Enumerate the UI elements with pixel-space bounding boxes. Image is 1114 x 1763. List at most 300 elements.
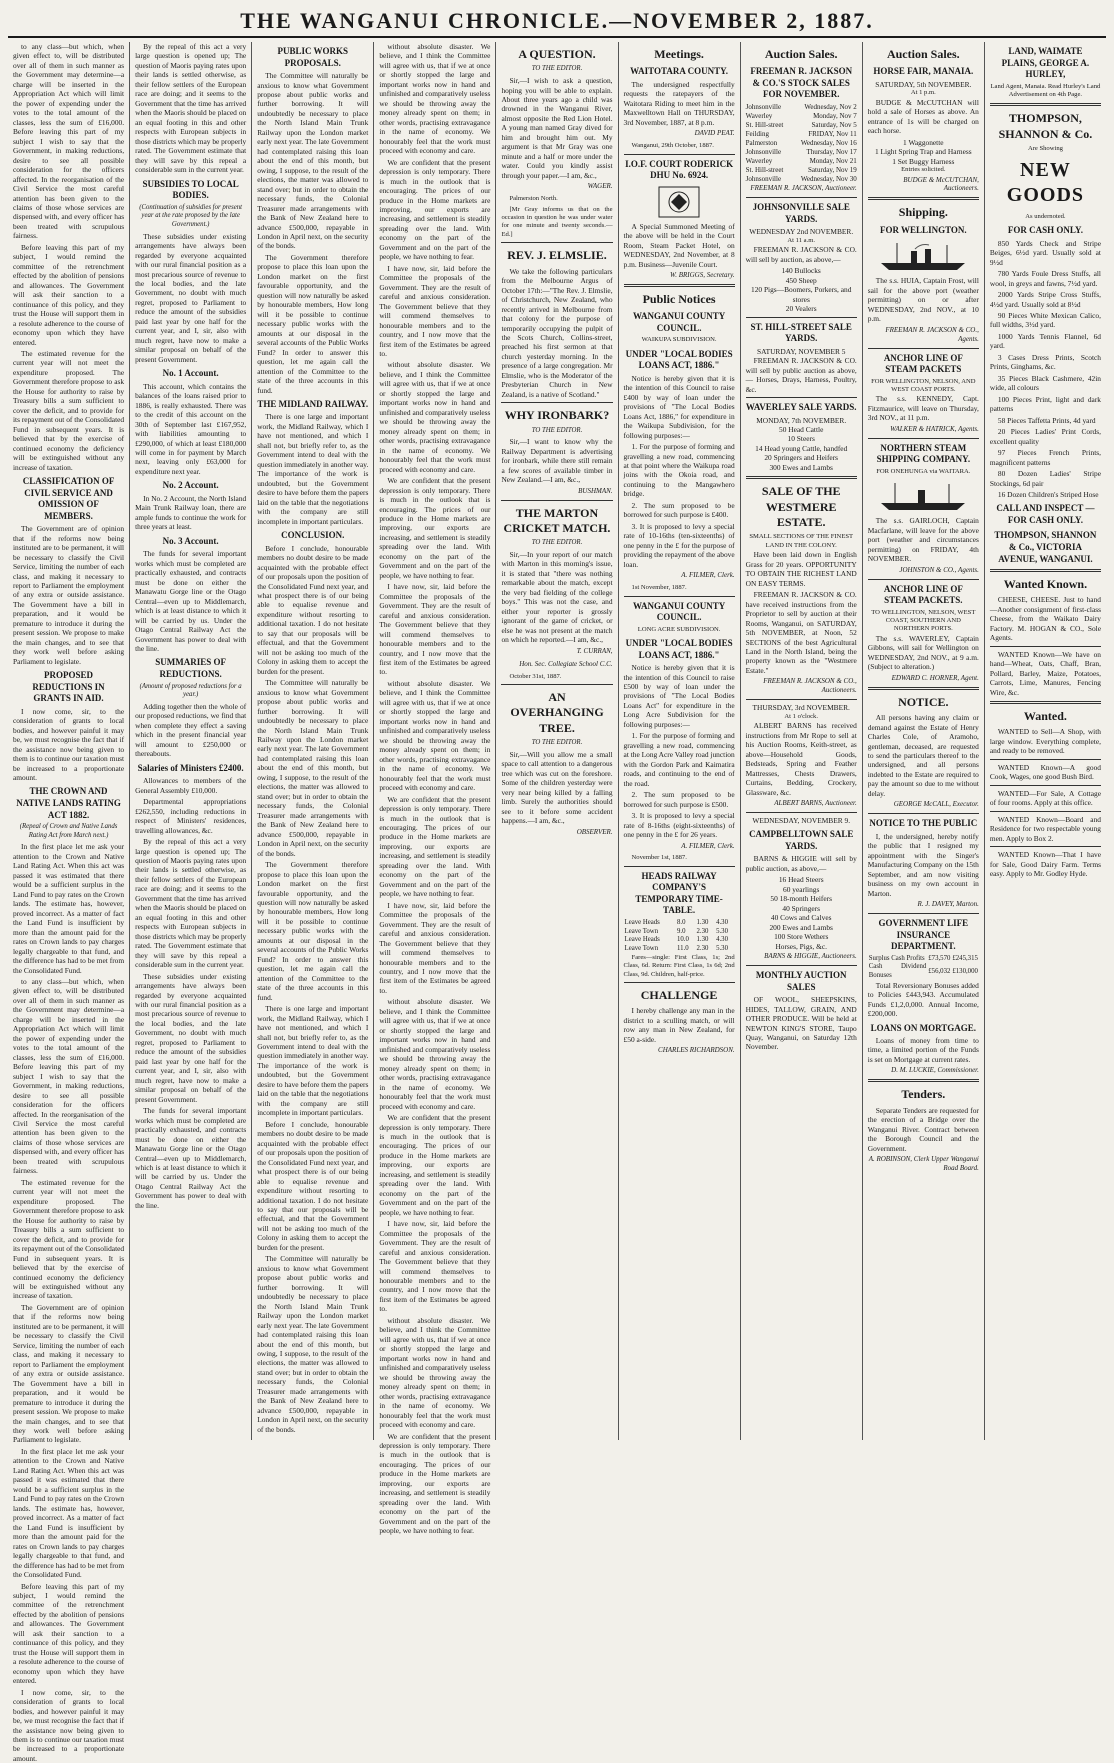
section-heading-shipping: Shipping.: [898, 205, 948, 220]
notice-item: 1. For the purpose of forming and gravelling a new road, commencing at the Long Acre Valley road junction with the Gordon Park and Kaimatira roads, and continuing to the end of the road.: [623, 731, 735, 788]
letter-signature: T. CURRAN,: [576, 646, 613, 655]
list-item-place: Palmerston: [745, 138, 778, 147]
section-heading: THE CROWN AND NATIVE LANDS RATING ACT 1882.: [16, 786, 121, 820]
section-heading-public-notices: Public Notices: [642, 291, 716, 306]
list-item: 80 Dozen Ladies' Stripe Stockings, 6d pair: [989, 469, 1101, 488]
letter-body: Sir,—I want to know why the Railway Department is advertising for ironbark, while there still remain a few scores of available timber in New Zealand.—I am, &c.,: [501, 437, 613, 485]
letter-heading: AN OVERHANGING TREE.: [510, 690, 604, 735]
auction-body: ALBERT BARNS has received instructions from Mr Rope to sell at his Auction Rooms, Keith-street, as above—Household Goods, Bedsteads, Spring and Feather Mattresses, Chests Drawers, Curtains, Bedding, Crockery, Glassware, &c.: [745, 721, 857, 797]
letter-date: October 31st, 1887.: [509, 672, 562, 680]
article-paragraph: I now come, sir, to the consideration of grants to local bodies, and however painful it may be, we must recognise the fact that if the assistance now being given to them is to continue our taxation must be increased to a proportionate amount.: [13, 1687, 125, 1763]
steamship-icon: [873, 479, 973, 513]
auction-time: At 11 a.m.: [787, 236, 815, 244]
divider: [990, 569, 1101, 572]
table-cell: 4.30: [716, 918, 728, 926]
divider: [746, 397, 857, 398]
list-item: 20 Springers and Heifers: [764, 453, 839, 463]
article-paragraph: to any class—but which, when given effect to, will be distributed over all of them in such manner as the Government may determine—a charge will be inserted in the Appropriation Act which will limit the power of expending under the votes to the total amount of the classes, less the sum of £16,000. Before leaving this part of my subject I wish to say that the Government, in making reductions, desire to see all possible consideration for the officers affected. In the reorganisation of the Civil Service the most careful attention has been given to the claims of those whose services are dispensed with, and every officer has been treated with scrupulous fairness.: [13, 976, 125, 1176]
article-paragraph: We are confident that the present depression is only temporary. There is much in the outlook that is encouraging. The prices of our produce in the Home markets are improving, our exports are increasing, and settlement is steadily spreading over the land. With economy on the part of the Government and on the part of the people, we have nothing to fear.: [379, 794, 491, 899]
auction-subtitle: SMALL SECTIONS OF THE FINEST LAND IN THE COLONY.: [749, 533, 854, 549]
table-cell: £73,570: [928, 954, 951, 962]
tender-body: Separate Tenders are requested for the erection of a Bridge over the Wanganui River. Contract between the Borough Council and the Government.: [867, 1105, 979, 1153]
list-item-place: St. Hill-street: [745, 165, 784, 174]
notice-body: A Special Summoned Meeting of the above will be held in the Court Room, Steam Packet Hotel, on WEDNESDAY, 2nd November, at 8 p.m. Business—Juvenile Court.: [623, 221, 735, 269]
article-paragraph: By the repeal of this act a very large question is opened up; The question of Maoris paying rates upon their lands is settled otherwise, as their fellow settlers of the European race are doing; and it seems to the Government that the time has arrived when the Maoris should be placed on an equal footing in this and other respects with European subjects in those districts which may be properly rated. The Government estimate that they will save by this repeal a considerable sum in the current year.: [135, 42, 247, 175]
timetable: [624, 919, 735, 954]
notice-body: I, the undersigned, hereby notify the public that I resigned my appointment with the Singer's Manufacturing Company on the 15th September, and am now visiting business on my own account in Marton.: [867, 831, 979, 898]
auction-title: WAVERLEY SALE YARDS.: [745, 402, 857, 413]
notice-title: I.O.F. COURT RODERICK DHU No. 6924.: [625, 158, 734, 181]
to-editor-label: TO THE EDITOR.: [531, 426, 583, 434]
notice-signature: DAVID PEAT.: [694, 129, 735, 138]
table-cell: 5.30: [716, 927, 728, 935]
list-item-date: Wednesday, Nov 30: [800, 174, 857, 183]
table-cell: £130,000: [952, 967, 978, 975]
article-paragraph: Before I conclude, honourable members no doubt desire to be made acquainted with the probable effect of our proposals upon the position of the Consolidated Fund next year, and what prospect there is of our being able to equalise revenue and expenditure without resorting to additional taxation. I do not hesitate to say that our proposals will be effectual, and that the Government will not be asking too much of the Colony in asking them to accept the burden for the present.: [257, 1119, 369, 1252]
notice-signature: A. FILMER, Clerk.: [681, 841, 735, 850]
divider: [868, 197, 979, 200]
list-item: [746, 130, 857, 139]
notice-item: 3. It is proposed to levy a special rate of 8-16ths (eight-sixteenths) of one penny in the £ for 26 years.: [623, 811, 735, 840]
table-cell: 10.0: [676, 936, 689, 944]
divider: [868, 687, 979, 690]
section-heading-meetings: Meetings.: [654, 47, 704, 61]
letter-body: Sir,—I wish to ask a question, hoping you will be able to explain. About three years ago a child was drowned in the Wanganui River, almost opposite the Red Lion Hotel. A young man named Gray dived for him and brought him out. My argument is that Mr Gray was one minute and a half or more under the water. Could you kindly assist through your paper.—I am, &c.,: [501, 76, 613, 180]
steamship-icon: [873, 239, 973, 273]
section-heading: No. 2 Account.: [162, 480, 219, 491]
article-paragraph: There is one large and important work, the Midland Railway, which I have not mentioned, and which I shall not, but briefly refer to, as the Government intend to deal with the question immediately in another way. The importance of the work is undoubted, but the Government desire to have before them the papers laid on the table that the negotiations with the company are still incomplete in important particulars.: [257, 412, 369, 526]
divider: [624, 284, 735, 287]
list-item: 60 yearlings: [783, 884, 820, 894]
notice-title: WANGANUI COUNTY COUNCIL.: [632, 311, 726, 333]
divider: [990, 759, 1101, 760]
table-cell: 1.30: [696, 918, 709, 926]
auction-title: HORSE FAIR, MANAIA.: [873, 66, 974, 77]
auction-date: WEDNESDAY 2nd NOVEMBER.: [749, 227, 854, 237]
article-paragraph: Departmental appropriations £262,550, including reductions in respect of Ministers' residences, travelling allowances, &c.: [135, 797, 247, 835]
notice-item: 1. For the purpose of forming and gravelling a new road, commencing at that point where the Waikupa road joins with the Okoia road, and continuing to the Mangawhero bridge.: [623, 442, 735, 499]
table-row: [624, 945, 735, 954]
list-item-date: Thursday, Nov 17: [806, 147, 857, 156]
article-paragraph: We are confident that the present depression is only temporary. There is much in the outlook that is encouraging. The prices of our produce in the Home markets are improving, our exports are increasing, and settlement is steadily spreading over the land. With economy on the part of the Government and on the part of the people, we have nothing to fear.: [379, 1431, 491, 1536]
article-paragraph: There is one large and important work, the Midland Railway, which I have not mentioned, and which I shall not, but briefly refer to, as the Government intend to deal with the question immediately in another way. The importance of the work is undoubted, but the Government desire to have before them the papers laid on the table that the negotiations with the company are still incomplete in important particulars.: [257, 1004, 369, 1118]
divider: [990, 103, 1101, 106]
list-item-date: Monday, Nov 21: [809, 156, 857, 165]
notice-signature: CHARLES RICHARDSON.: [658, 1046, 735, 1055]
shipping-title: ANCHOR LINE OF STEAM PACKETS.: [883, 583, 963, 606]
divider: [868, 579, 979, 580]
divider: [868, 438, 979, 439]
article-paragraph: I now come, sir, to the consideration of grants to local bodies, and however painful it may be, we must recognise the fact that if the assistance now being given to them is to continue our taxation must be increased to a proportionate amount.: [13, 706, 125, 783]
table-row: [624, 936, 735, 945]
notice-item: 2. The sum proposed to be borrowed for such purpose is £400.: [623, 500, 735, 520]
list-item: 97 Pieces French Prints, magnificent patterns: [989, 448, 1101, 467]
table-cell: Leave Heads: [624, 936, 660, 944]
section-heading-auction-sales: Auction Sales.: [764, 47, 838, 61]
table-cell: 4.30: [716, 936, 728, 944]
notice-act: UNDER "LOCAL BODIES LOANS ACT, 1886.": [625, 638, 733, 660]
auctioneer-signature: BUDGE & McCUTCHAN, Auctioneers.: [903, 175, 979, 193]
table-cell: 1.30: [696, 936, 709, 944]
letter-heading: THE MARTON CRICKET MATCH.: [503, 505, 611, 535]
auctioneer-signature: FREEMAN R. JACKSON & CO., Auctioneers.: [763, 677, 857, 695]
notice-date: Wanganui, 29th October, 1887.: [631, 142, 714, 150]
divider: [746, 197, 857, 198]
section-subheading: (Repeal of Crown and Native Lands Rating Act from March next.): [19, 823, 118, 839]
letter-signature-title: Hon. Sec. Collegiate School C.C.: [519, 659, 613, 668]
section-heading: No. 1 Account.: [162, 368, 219, 379]
list-item: 1 Light Spring Trap and Harness: [874, 147, 972, 157]
list-item: [746, 148, 857, 157]
tender-signature: A. ROBINSON, Clerk Upper Wanganui Road Board.: [868, 1155, 979, 1173]
article-paragraph: The Government are of opinion that if the reforms now being instituted are to be permanent, it will be necessary to classify the Civil Service, limiting the number of each class, and making it necessary to report to Parliament the employment of any extra or outside assistance. The Government have a bill in preparation, and it would be premature to introduce it during the present session. We propose to make the main changes, and to see that they work well before asking Parliament to legislate.: [13, 1302, 125, 1445]
notice-body: The undersigned respectfully requests the ratepayers of the Waitotara Riding to meet him in the Maxwelltown Hall on THURSDAY, 3rd November, 1887, at 8 p.m.: [623, 79, 735, 127]
article-heading: REV. J. ELMSLIE.: [507, 248, 607, 263]
list-item: [746, 139, 857, 148]
article-paragraph: Allowances to members of the General Assembly £10,000.: [135, 776, 247, 795]
shipping-title: FOR WELLINGTON.: [879, 224, 967, 235]
article-paragraph: The funds for several important works which must be completed are practically exhausted, and contracts must be done on either the Manawatu Gorge line or the Otago Central—even up to Middlemarch, which is at least distance to which it will be carried by us. Under the Otago Central Railway Act the Government has power to deal with the line.: [135, 549, 247, 654]
article-paragraph: We are confident that the present depression is only temporary. There is much in the outlook that is encouraging. The prices of our produce in the Home markets are improving, our exports are increasing, and settlement is steadily spreading over the land. With economy on the part of the Government and on the part of the people, we have nothing to fear.: [379, 476, 491, 580]
article-paragraph: without absolute disaster. We believe, and I think the Committee will agree with us, that if we at once or shortly stopped the large and important works now in hand and unfinished and comparatively useless we should be throwing away the money already spent on them; in other words, practising extravagance in the name of economy. We honourably feel that the work must proceed with economy and care.: [379, 997, 491, 1111]
divider: [501, 684, 612, 685]
table-row: [868, 963, 979, 980]
table-cell: Surplus Cash Profits: [868, 954, 925, 962]
table-cell: Cash Dividend Bonuses: [868, 963, 927, 979]
divider: [624, 596, 735, 597]
section-subheading: (Continuation of subsidies for present year at the rate proposed by the late Government.): [139, 203, 243, 228]
auction-title: ST. HILL-STREET SALE YARDS.: [750, 321, 852, 344]
notice-body: Notice is hereby given that it is the intention of this Council to raise £400 by way of loan under the provisions of "The Local Bodies Loans Act, 1886," for expenditure in the Waikupa Subdivision, for the following purposes:—: [623, 373, 735, 440]
notice-body: Total Reversionary Bonuses added to Policies £443,943. Accumulated Funds £1,2,0,000. Annual Income, £200,000.: [867, 980, 979, 1019]
notice-title: NOTICE.: [898, 694, 949, 709]
divider: [868, 813, 979, 814]
divider: [990, 846, 1101, 847]
article-paragraph: The Committee will naturally be anxious to know what Government propose about public works and further borrowing. It will undoubtedly be necessary to place the North Island Main Trunk Railway upon the London market early next year. The late Government had contemplated raising this loan about the end of this month, but owing, I suppose, to the result of the elections, the matter was allowed to stand over; but in order to obtain the necessary funds, the Colonial Treasurer made arrangements with the Bank of New Zealand here to advance £500,000, repayable in London in April next, on the security of the bonds.: [257, 1254, 369, 1434]
column-3: [252, 42, 374, 1440]
list-item: 16 Dozen Children's Striped Hose: [997, 489, 1099, 499]
masthead-title: THE WANGANUI CHRONICLE.—NOVEMBER 2, 1887.: [8, 6, 1106, 38]
auctioneer-signature: ALBERT BARNS, Auctioneer.: [774, 798, 857, 807]
list-item-place: Waverley: [745, 111, 773, 120]
advert-subtitle: Are Showing: [1027, 145, 1063, 153]
article-paragraph: I have now, sir, laid before the Committee the proposals of the Government. They are the result of careful and anxious consideration. The Government believe that they will commend themselves to honourable members and to the country, and I now move that the first item of the Estimates be agreed to.: [379, 263, 491, 358]
list-item: 50 18-month Heifers: [770, 894, 832, 904]
list-item: 140 Bullocks: [781, 266, 821, 276]
table-cell: £245,315: [952, 954, 978, 962]
section-heading: THE MIDLAND RAILWAY.: [257, 398, 369, 409]
auction-body: BUDGE & McCUTCHAN will hold a sale of Horses as above. An entrance of 1s will be charged on each horse.: [867, 97, 979, 136]
auction-time: At 1 o'clock.: [784, 712, 819, 720]
article-paragraph: The Committee will naturally be anxious to know what Government propose about public works and further borrowing. It will undoubtedly be necessary to place the North Island Main Trunk Railway upon the London market early next year. The late Government had contemplated raising this loan about the end of this month, but owing, I suppose, to the result of the elections, the matter was allowed to stand over; but in order to obtain the necessary funds, the Colonial Treasurer made arrangements with the Bank of New Zealand here to advance £500,000, repayable in London in April next, on the security of the bonds.: [257, 678, 369, 858]
list-item: Horses, Pigs, &c.: [775, 941, 827, 951]
to-editor-label: TO THE EDITOR.: [531, 739, 583, 747]
article-paragraph: We are confident that the present depression is only temporary. There is much in the outlook that is encouraging. The prices of our produce in the Home markets are improving, our exports are increasing, and settlement is steadily spreading over the land. With economy on the part of the Government and on the part of the people, we have nothing to fear.: [379, 157, 491, 262]
shipping-subtitle: FOR WELLINGTON, NELSON, AND WEST COAST PORTS.: [871, 377, 976, 393]
shipping-title: NORTHERN STEAM SHIPPING COMPANY.: [876, 442, 971, 465]
section-heading: CONCLUSION.: [281, 530, 345, 541]
shipping-title: ANCHOR LINE OF STEAM PACKETS: [883, 352, 963, 375]
list-item: [746, 103, 857, 112]
article-paragraph: The Government are of opinion that if the reforms now being instituted are to be permanent, it will be necessary to classify the Civil Service, limiting the number of each class, and making it necessary to report to Parliament the employment of any extra or outside assistance. The Government have a bill in preparation, and it would be premature to introduce it during the present session. We propose to make the main changes, and to see that they work well before asking Parliament to legislate.: [13, 524, 125, 666]
letter-heading: WHY IRONBARK?: [504, 408, 610, 423]
list-item: 90 Pieces White Mexican Calico, full widths, 3½d yard.: [989, 311, 1101, 330]
table-row: [624, 919, 735, 928]
advert-title: THOMPSON, SHANNON & Co.: [998, 111, 1093, 141]
column-7: [741, 42, 863, 1440]
article-paragraph: without absolute disaster. We believe, and I think the Committee will agree with us, that if we at once or shortly stopped the large and important works now in hand and unfinished and comparatively useless we should be throwing away the money already spent on them; in other words, practising extravagance in the name of economy. We honourably feel that the work must proceed with economy and care.: [379, 42, 491, 156]
notice-body: Notice is hereby given that it is the intention of this Council to raise £500 by way of loan under the provisions of "The Local Bodies Loans Act" for expenditure in the Long Acre Subdivision for the following purposes:—: [623, 663, 735, 729]
article-paragraph: Before leaving this part of my subject, I would remind the committee of the retrenchment effected by the abolition of pensions and allowances. The Government will ask their sanction to a continuance of this policy, and they trust the House will support them in a resolute adherence to the course of economy upon which they have entered.: [13, 1581, 125, 1686]
article-paragraph: The Committee will naturally be anxious to know what Government propose about public works and further borrowing. It will undoubtedly be necessary to place the North Island Main Trunk Railway upon the London market early next year. The late Government had contemplated raising this loan about the end of this month, but owing, I suppose, to the result of the elections, the matter was allowed to stand over; but in order to obtain the necessary funds, the Colonial Treasurer made arrangements with the Bank of New Zealand here to advance £500,000, repayable in London in April next, on the security of the bonds.: [257, 71, 369, 251]
advert-subtitle: Land Agent, Manaia. Read Hurley's Land Advertisement on 4th Page.: [990, 82, 1101, 98]
divider: [990, 785, 1101, 786]
auction-date: WEDNESDAY, NOVEMBER 9.: [752, 815, 851, 825]
notice-title: WAITOTARA COUNTY.: [630, 66, 729, 77]
list-item: 20 Vealers: [785, 304, 817, 314]
divider: [501, 500, 612, 501]
list-item-date: Wednesday, Nov 16: [800, 138, 857, 147]
section-heading-tenders: Tenders.: [901, 1087, 946, 1102]
shipping-subtitle: TO WELLINGTON, NELSON, WEST COAST, SOUTHERN AND NORTHERN PORTS.: [871, 608, 976, 633]
section-subheading: (Amount of proposed reductions for a year.): [139, 682, 242, 699]
divider: [746, 476, 857, 479]
classified-item: WANTED Known—A good Cook, Wages, one good Bush Bird.: [989, 762, 1101, 782]
list-item: 100 Pieces Print, light and dark patterns: [989, 394, 1101, 414]
notice-signature: W. BRIGGS, Secretary.: [670, 270, 735, 279]
divider: [501, 402, 612, 403]
section-heading: PROPOSED REDUCTIONS IN GRANTS IN AID.: [32, 670, 105, 704]
article-paragraph: The funds for several important works which must be completed are practically exhausted, and contracts must be done on either the Manawatu Gorge line or the Otago Central—even up to Middlemarch, which is at least distance to which it will be carried by us. Under the Otago Central Railway Act the Government has power to deal with the line.: [135, 1106, 247, 1210]
section-heading: CLASSIFICATION OF CIVIL SERVICE AND OMISSION OF MEMBERS.: [22, 476, 115, 521]
article-paragraph: We are confident that the present depression is only temporary. There is much in the outlook that is encouraging. The prices of our produce in the Home markets are improving, our exports are increasing, and settlement is steadily spreading over the land. With economy on the part of the Government and on the part of the people, we have nothing to fear.: [379, 1113, 491, 1217]
notice-title: GOVERNMENT LIFE INSURANCE DEPARTMENT.: [878, 918, 969, 952]
table-cell: Leave Heads: [624, 918, 660, 926]
section-heading: No. 3 Account.: [162, 535, 219, 546]
to-editor-label: TO THE EDITOR.: [531, 539, 583, 547]
article-paragraph: By the repeal of this act a very large question is opened up; The question of Maoris paying rates upon their lands is settled otherwise, as their fellow settlers of the European race are doing; and it seems to the Government that the time has arrived when the Maoris should be placed on an equal footing in this and other respects with European subjects in those districts which may be properly rated. The Government estimate that they will save by this repeal a considerable sum in the current year.: [135, 837, 247, 970]
letter-body: Sir,—In your report of our match with Marton in this morning's issue, it is stated that "there was nothing remarkable about the match, except the very bad fielding of the college boys." This was not the case, and either your reporter is grossly ignorant of the game of cricket, or else he was not present at the match on which he reported.—I am, &c.,: [501, 550, 613, 645]
auction-body: FREEMAN R. JACKSON & CO. have received instructions from the Proprietor to sell by auction at their Rooms, Wanganui, on SATURDAY, 5th NOVEMBER, at Noon, 52 SECTIONS of the best Agricultural Land in the North Island, being the property known as the "Westmere Estate.": [745, 590, 857, 675]
shipping-body: The s.s. KENNEDY, Capt. Fitzmaurice, will leave on Thursday, 3rd NOV., at 11 p.m.: [867, 394, 979, 423]
classified-item: WANTED to Sell—A Shop, with large window. Everything complete, and ready to be removed.: [989, 727, 1101, 756]
shipping-agent: FREEMAN R. JACKSON & CO., Agents.: [885, 325, 979, 343]
article-paragraph: without absolute disaster. We believe, and I think the Committee will agree with us, that if we at once or shortly stopped the large and important works now in hand and unfinished and comparatively useless we should be throwing away the money already spent on them; in other words, practising extravagance in the name of economy. We honourably feel that the work must proceed with economy and care.: [379, 1315, 491, 1430]
article-paragraph: The estimated revenue for the current year will not meet the expenditure proposed. The Government therefore propose to ask the House for authority to raise by Treasury bills a sum sufficient to cover the deficit, and to provide for its repayment out of the Consolidated Fund in subsequent years. It is believed that by the exercise of continued economy the deficiency will be extinguished without any increase of taxation.: [13, 1177, 125, 1301]
table-cell: Leave Town: [624, 927, 659, 935]
list-item: 14 Head young Cattle, handfed: [755, 443, 848, 453]
article-paragraph: I have now, sir, laid before the Committee the proposals of the Government. They are the result of careful and anxious consideration. The Government believe that they will commend themselves to honourable members and to the country, and I now move that the first item of the Estimates be agreed to.: [379, 582, 491, 677]
auction-date: THURSDAY, 3rd NOVEMBER.: [752, 703, 850, 713]
list-item: 16 Head Steers: [778, 875, 824, 885]
notice-act: UNDER "LOCAL BODIES LOANS ACT, 1886.": [625, 348, 733, 371]
classified-item: WANTED—For Sale, A Cottage of four rooms. Apply at this office.: [989, 788, 1101, 808]
auction-title: SALE OF THE WESTMERE ESTATE.: [761, 484, 841, 530]
article-paragraph: The Government therefore propose to place this loan upon the London market on the first favourable opportunity, and the question will now naturally be asked by honourable members, How long will it be possible to continue necessary public works with the amounts at our disposal in the several accounts of the Public Works Fund? In order to answer this question, let me again call the attention of the Committee to the state of the three accounts in this fund.: [257, 860, 369, 1002]
divider: [746, 699, 857, 700]
divider: [624, 982, 735, 983]
list-item-date: Saturday, Nov 5: [811, 120, 857, 129]
column-4: [374, 42, 496, 1536]
notice-signature: D. M. LUCKIE, Commissioner.: [891, 1066, 979, 1075]
columns: [8, 42, 1106, 1763]
notice-date: 1st November, 1887.: [631, 584, 687, 592]
letter-signature: WAGER.: [587, 182, 613, 191]
table-cell: 5.30: [716, 945, 728, 953]
divider: [624, 866, 735, 867]
article-paragraph: In the first place let me ask your attention to the Crown and Native Land Rating Act. When this act was passed it was estimated that there would be a sufficient surplus in the Land Fund to pay rates on the Crown lands. The estimate has, however, proved incorrect. As a matter of fact the Land Fund is insufficient by more than the amount paid for the rates on Crown lands to pay charges legally chargeable to that fund, and the difference has had to be met from the Consolidated Fund.: [13, 1446, 125, 1580]
list-item: [746, 121, 857, 130]
list-item: 300 Ewes and Lambs: [769, 462, 833, 472]
list-item-place: Johnsonville: [745, 174, 782, 183]
shipping-body: The s.s. GAIRLOCH, Captain Macfarlane, will leave for the above port (weather and circumstances permitting) on FRIDAY, 4th NOVEMBER.: [867, 516, 979, 564]
article-paragraph: These subsidies under existing arrangements have always been regarded by everyone acquainted with our rural financial position as a most precarious source of revenue to the local bodies, and the late Government, no doubt with much regret, proposed to Parliament to reduce the amount of the subsidies paid last year by one half for the current year, and I, sir, also with much regret, have now to make a similar proposal on behalf of the present Government.: [135, 971, 247, 1104]
divider: [624, 154, 735, 155]
article-paragraph: I have now, sir, laid before the Committee the proposals of the Government. They are the result of careful and anxious consideration. The Government believe that they will commend themselves to honourable members and to the country, and I now move that the first item of the Estimates be agreed to.: [379, 900, 491, 995]
advert-note: CALL AND INSPECT — FOR CASH ONLY.: [996, 503, 1095, 525]
section-heading: SUBSIDIES TO LOCAL BODIES.: [142, 178, 239, 201]
list-item-place: St. Hill-street: [745, 120, 784, 129]
article-paragraph: We take the following particulars from the Melbourne Argus of October 17th:—"The Rev. J. Elmslie, of Christchurch, New Zealand, who recently arrived in Melbourne from that colony for the purpose of temporarily occupying the pulpit of the Scots Church, Collins-street, preached his first sermon at that church yesterday morning. In the presence of a large congregation. Mr Elmslie, who is the Moderator of the Presbyterian Church in New Zealand, is a native of Scotland.": [501, 266, 613, 399]
auctioneer-signature: FREEMAN R. JACKSON, Auctioneer.: [750, 184, 857, 193]
list-item: 2000 Yards Stripe Cross Stuffs, 4½d yard. Usually sold at 8½d: [989, 290, 1101, 309]
table-row: [868, 955, 979, 964]
classified-item: WANTED Known—We have on hand—Wheat, Oats, Chaff, Bran, Pollard, Barley, Maize, Potatoes, Carrots, Lime, Manures, Fencing Wire, &c.: [989, 649, 1101, 697]
list-item-place: Feilding: [745, 129, 769, 138]
column-6: [619, 42, 741, 1440]
divider: [746, 812, 857, 813]
auction-title: FREEMAN R. JACKSON & CO.'S STOCK SALES FOR NOVEMBER.: [750, 66, 853, 100]
divider: [990, 811, 1101, 812]
shipping-body: The s.s. HUIA, Captain Frost, will sail for the above port (weather permitting) on or after WEDNESDAY, 2nd NOV., at 10 p.m.: [867, 276, 979, 324]
divider: [868, 348, 979, 349]
divider: [868, 913, 979, 914]
section-heading-auction-sales: Auction Sales.: [886, 47, 960, 61]
article-paragraph: I have now, sir, laid before the Committee the proposals of the Government. They are the result of careful and anxious consideration. The Government believe that they will commend themselves to honourable members and to the country, and I now move that the first item of the Estimates be agreed to.: [379, 1219, 491, 1314]
article-paragraph: This account, which contains the balances of the loans raised prior to 1886, is really exhausted. There was to the credit of this account on the 30th of September last £167,952, with liabilities amounting to £290,000, of which at least £180,000 will come in for payment by March next, leaving only £63,000 for expenditure next year.: [135, 381, 247, 476]
list-item: 100 Store Wethers: [774, 932, 829, 942]
column-2: [130, 42, 252, 1440]
editor-note: [Mr Gray informs us that on the occasion in question he was under water for one minute and twenty seconds.—Ed.]: [501, 205, 613, 238]
notice-item: 3. It is proposed to levy a special rate of 10-16ths (ten-sixteenths) of one penny in the £ for the purpose of providing the repayment of the above loan.: [623, 521, 735, 569]
section-heading-wanted-known: Wanted Known.: [1003, 577, 1088, 592]
column-5: [496, 42, 618, 1440]
table-cell: 9.0: [676, 927, 686, 935]
divider: [990, 646, 1101, 647]
list-item: 1 Set Buggy Harness: [892, 156, 955, 166]
table-cell: 11.0: [676, 945, 689, 953]
table-cell: £56,032: [928, 967, 951, 975]
list-item-place: Johnsonville: [745, 147, 782, 156]
advert-subtitle: As undernoted.: [1025, 212, 1066, 220]
list-item: [746, 166, 857, 175]
shipping-subtitle: FOR ONEHUNGA via WAITARA.: [876, 467, 971, 475]
notice-item: 2. The sum proposed to be borrowed for such purpose is £500.: [623, 790, 735, 809]
auction-body: OF WOOL, SHEEPSKINS, HIDES, TALLOW, GRAIN, AND OTHER PRODUCE. Will be held at NEWTON KING'S STORE, Taupo Quay, Wanganui, on Saturday 12th November.: [745, 995, 857, 1052]
column-8: [863, 42, 985, 1440]
auction-date: SATURDAY, NOVEMBER 5: [756, 346, 846, 356]
auction-body: Have been laid down in English Grass for 20 years. OPPORTUNITY TO OBTAIN THE RICHEST LAND ON EASY TERMS.: [745, 550, 857, 588]
list-item-date: Monday, Nov 7: [813, 111, 857, 120]
shipping-agent: JOHNSTON & CO., Agents.: [899, 565, 979, 574]
notice-subtitle: LOANS ON MORTGAGE.: [870, 1022, 977, 1033]
advert-signature: THOMPSON, SHANNON & Co., VICTORIA AVENUE, WANGANUI.: [994, 530, 1097, 564]
list-item: [746, 175, 857, 184]
article-paragraph: Before I conclude, honourable members no doubt desire to be made acquainted with the probable effect of our proposals upon the position of the Consolidated Fund next year, and what prospect there is of our being able to equalise revenue and expenditure without resorting to additional taxation. I do not hesitate to say that our proposals will be effectual, and that the Government will not be asking too much of the Colony in asking them to accept the burden for the present.: [257, 543, 369, 676]
table-cell: 8.0: [676, 918, 686, 926]
classified-item: CHEESE, CHEESE. Just to hand—Another consignment of first-class Cheese, from the Waikato Dairy Factory. M. HOGAN & CO., Sole Agents.: [989, 595, 1101, 643]
list-item: [746, 112, 857, 121]
advert-title: LAND, WAIMATE PLAINS, GEORGE A. HURLEY,: [1001, 46, 1090, 80]
list-item: [746, 157, 857, 166]
list-item: 200 Ewes and Lambs: [769, 922, 833, 932]
list-item: 20 Pieces Ladies' Print Cords, excellent quality: [989, 427, 1101, 446]
table-cell: 2.30: [696, 945, 709, 953]
timetable-title: HEADS RAILWAY COMPANY'S TEMPORARY TIME-TABLE.: [635, 870, 723, 916]
notice-body: All persons having any claim or demand against the Estate of Henry Charles Cole, of Aramoho, gentleman, deceased, are requested to send the particulars thereof to the undersigned, and all persons indebted to the Estate are required to pay the amount so due to me without delay.: [867, 713, 979, 798]
notice-body: I hereby challenge any man in the district to a sculling match, or will row any man in New Zealand, for £50 a-side.: [623, 1006, 735, 1044]
auction-title: MONTHLY AUCTION SALES: [755, 970, 847, 992]
notice-signature: A. FILMER, Clerk.: [681, 571, 735, 580]
auction-date: MONDAY, 7th NOVEMBER.: [756, 415, 847, 425]
letter-heading: A QUESTION.: [518, 47, 596, 61]
letter-place: Palmerston North.: [509, 195, 558, 203]
list-item: 40 Springers: [782, 903, 820, 913]
article-paragraph: These subsidies under existing arrangements have always been regarded by everyone acquainted with our rural financial position as a most precarious source of revenue to the local bodies, and the late Government, no doubt with much regret, proposed to Parliament to reduce the amount of the subsidies paid last year by one half for the current year, and I, sir, also with much regret, have now to make a similar proposal on behalf of the present Government.: [135, 231, 247, 364]
divider: [746, 317, 857, 318]
section-heading: SUMMARIES OF REDUCTIONS.: [155, 657, 227, 679]
article-paragraph: The estimated revenue for the current year will not meet the expenditure proposed. The Government therefore propose to ask the House for authority to raise by Treasury bills a sum sufficient to cover the deficit, and to provide for its repayment out of the Consolidated Fund in subsequent years. It is believed that by the exercise of continued economy the deficiency will be extinguished without any increase of taxation.: [13, 349, 125, 472]
list-item: 1 Waggonette: [903, 137, 944, 147]
shipping-agent: WALKER & HATRICK, Agents.: [890, 424, 979, 433]
shipping-body: The s.s. WAVERLEY, Captain Gibbons, will sail for Wellington on WEDNESDAY, 2nd NOV., at 9 a.m. (Subject to alteration.): [867, 633, 979, 672]
auction-title: CAMPBELLTOWN SALE YARDS.: [749, 829, 854, 851]
divider: [501, 242, 612, 243]
table-row: [624, 928, 735, 937]
table-cell: 2.30: [696, 927, 709, 935]
article-paragraph: Before leaving this part of my subject, I would remind the committee of the retrenchment effected by the abolition of pensions and allowances. The Government will ask their sanction to a continuance of this policy, and they trust the House will support them in a resolute adherence to the course of economy upon which they have entered.: [13, 242, 125, 347]
list-item-date: Saturday, Nov 19: [808, 165, 857, 174]
classified-item: WANTED Known—That I have for Sale, Good Dairy Farm. Terms easy. Apply to Mr. Godley Hyde.: [989, 850, 1101, 879]
list-item: 780 Yards Foule Dress Stuffs, all wool, in greys and fawns, 7½d yard.: [989, 269, 1101, 288]
auction-title: JOHNSONVILLE SALE YARDS.: [752, 202, 850, 224]
notice-body: Loans of money from time to time, a limited portion of the Funds is set on Mortgage at current rates.: [867, 1036, 979, 1064]
article-paragraph: Adding together then the whole of our proposed reductions, we find that when complete they effect a saving which in the present financial year will amount to £250,000 or thereabouts.: [135, 701, 247, 759]
letter-signature: OBSERVER.: [576, 827, 613, 836]
notice-subtitle: WAIKUPA SUBDIVISION.: [641, 336, 717, 344]
auction-body: BARNS & HIGGIE will sell by public auction, as above,—: [745, 854, 857, 873]
list-item: 3 Cases Dress Prints, Scotch Prints, Ginghams, &c.: [989, 352, 1101, 372]
notice-title: NOTICE TO THE PUBLIC: [869, 818, 978, 829]
insurance-table: [868, 955, 979, 981]
auction-body: FREEMAN R. JACKSON & CO. will sell by auction, as above,—: [745, 245, 857, 264]
letter-body: Sir,—Will you allow me a small space to call attention to a dangerous tree which was cut on the foreshore. Some of the children yesterday were very near being killed by a falling limb. Surely the authorities should see to it before some accident happens.—I am, &c.,: [501, 749, 613, 826]
article-paragraph: In No. 2 Account, the North Island Main Trunk Railway loan, there are ample funds to continue the work for three years at least.: [135, 493, 247, 532]
notice-title: WANGANUI COUNTY COUNCIL.: [632, 600, 726, 623]
timetable-note: Fares—single: First Class, 1s; 2nd Class, 6d. Return: First Class, 1s 6d; 2nd Class, 9d. Children, half-price.: [623, 953, 735, 978]
divider: [746, 965, 857, 966]
list-item: 40 Cows and Calves: [770, 913, 832, 923]
shipping-agent: EDWARD C. HORNER, Agent.: [891, 673, 979, 682]
divider: [868, 1079, 979, 1082]
section-heading: PUBLIC WORKS PROPOSALS.: [277, 46, 349, 68]
notice-date: November 1st, 1887.: [631, 854, 687, 862]
section-heading-wanted: Wanted.: [1023, 709, 1067, 724]
auction-body: FREEMAN R. JACKSON & CO. will sell by public auction as above,— Horses, Drays, Harness, Poultry, &c.: [745, 356, 857, 394]
list-item: 120 Pigs—Boomers, Porkers, and stores: [751, 285, 852, 304]
notice-signature: GEORGE McCALL, Executor.: [893, 800, 979, 809]
auction-date: SATURDAY, 5th NOVEMBER.: [875, 79, 972, 89]
